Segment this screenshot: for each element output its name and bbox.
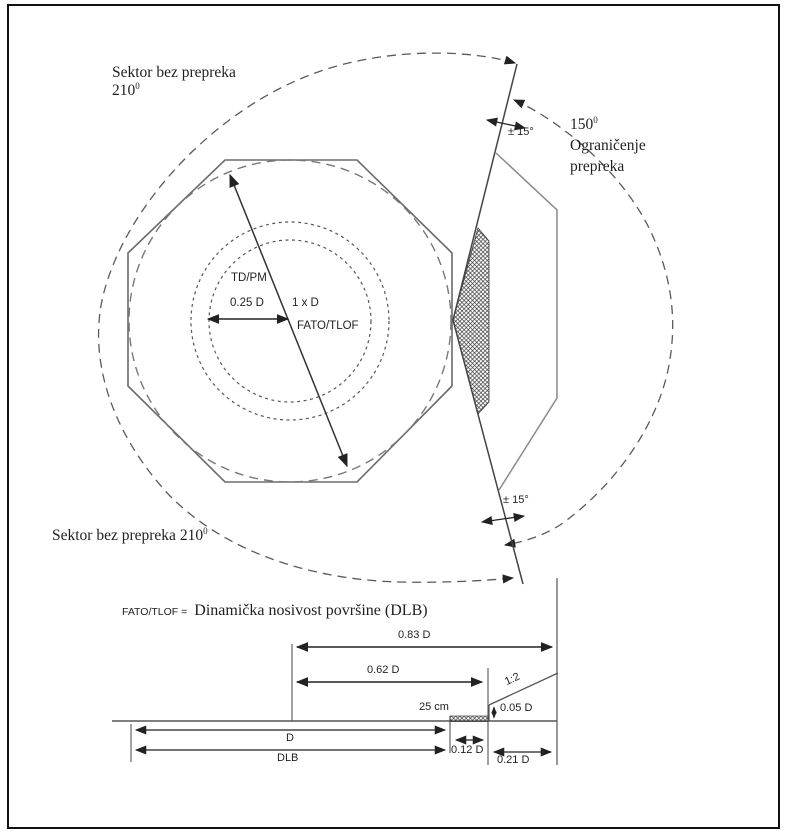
- pm15-bottom-arrow: [482, 516, 524, 522]
- label-td-pm: TD/PM: [231, 272, 267, 284]
- label-pm15-bottom: ± 15°: [503, 494, 529, 506]
- label-083d: 0.83 D: [398, 629, 431, 641]
- label-d: D: [286, 732, 294, 744]
- label-025d: 0.25 D: [230, 297, 264, 309]
- tdpm-outer-circle: [191, 222, 389, 420]
- slope-1-2-line: [489, 670, 558, 705]
- label-25cm: 25 cm: [419, 701, 449, 713]
- label-pm15-top: ± 15°: [508, 126, 534, 138]
- label-150-obstacle-limit: $150^0$ Ograničenje prepreka: [570, 114, 646, 175]
- formula-rhs: Dinamička nosivost površine (DLB): [194, 602, 428, 619]
- label-dlb: DLB: [277, 752, 299, 764]
- label-sector-210-top: Sektor bez prepreka $210^0$: [112, 64, 236, 99]
- label-062d: 0.62 D: [367, 664, 400, 676]
- fato-octagon: [128, 160, 452, 482]
- label-fato-dlb-formula: [122, 602, 428, 620]
- label-sector-210-bottom: Sektor bez prepreka $210^0$: [52, 525, 208, 544]
- label-012d: 0.12 D: [451, 744, 484, 756]
- label-ratio-1-2: 1:2: [502, 670, 522, 688]
- formula-lhs: FATO/TLOF =: [122, 606, 188, 618]
- limit-sector-polygon: [496, 153, 557, 490]
- curb-strip-25cm: [450, 716, 488, 722]
- label-005d: 0.05 D: [500, 702, 533, 714]
- label-fato-tlof: FATO/TLOF: [297, 320, 359, 332]
- label-1xd: 1 x D: [292, 297, 319, 309]
- label-021d: 0.21 D: [497, 754, 530, 766]
